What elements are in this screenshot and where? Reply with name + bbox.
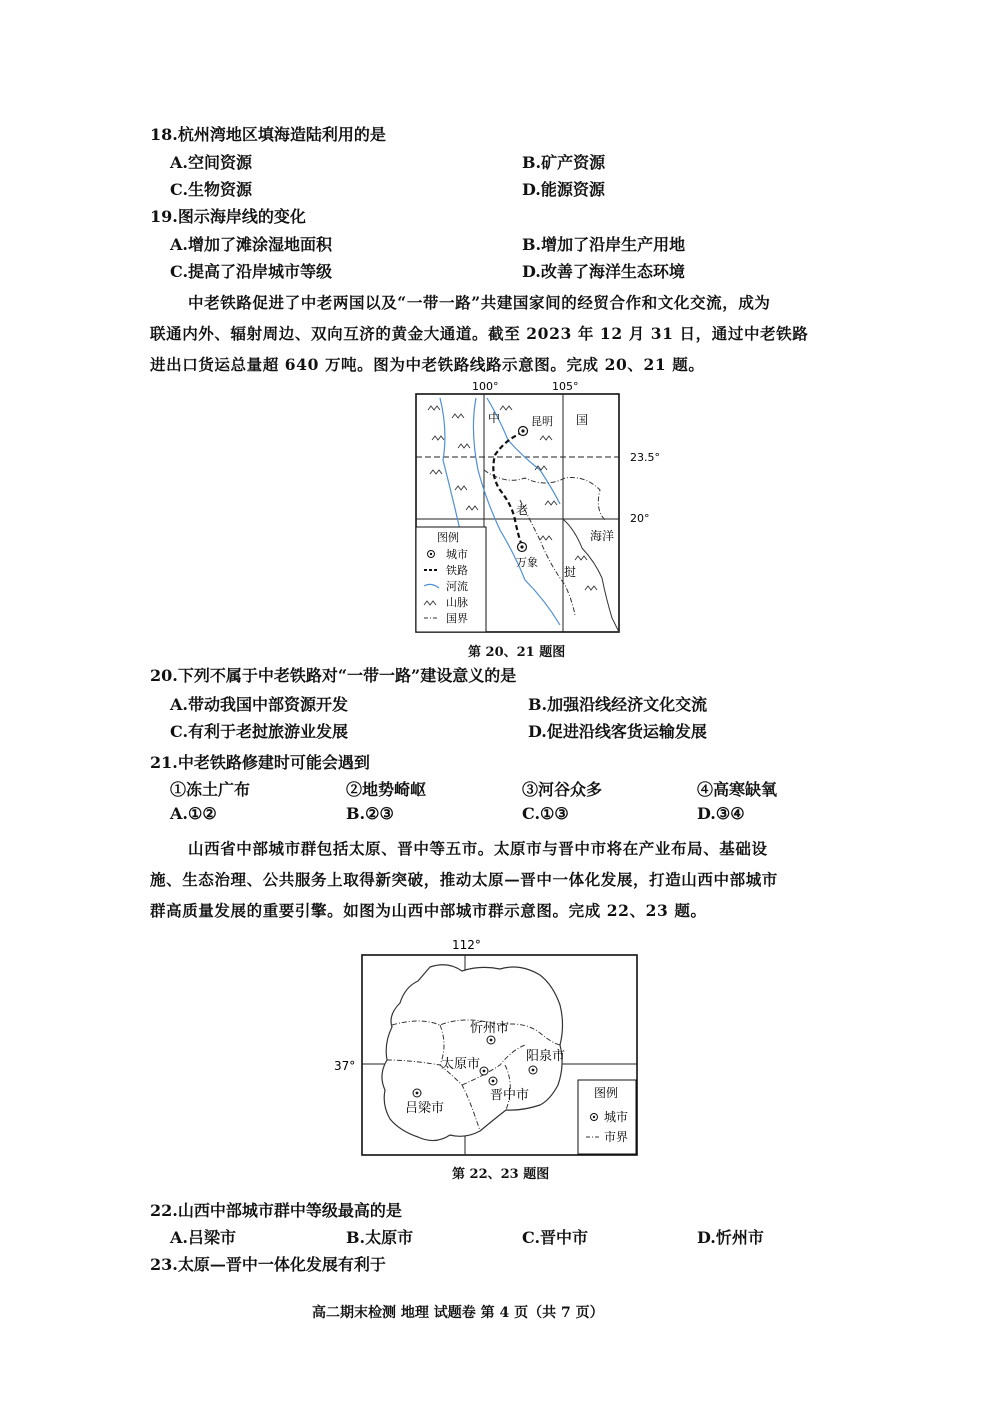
legend-title: 图例 bbox=[437, 531, 459, 544]
map-1-caption: 第 20、21 题图 bbox=[468, 645, 566, 660]
passage-1-line-1: 中老铁路促进了中老两国以及“一带一路”共建国家间的经贸合作和文化交流，成为 bbox=[188, 293, 771, 312]
question-19-stem: 19.图示海岸线的变化 bbox=[150, 207, 306, 226]
city-lvliang-marker bbox=[413, 1089, 421, 1097]
q22-option-c: C.晋中市 bbox=[522, 1228, 589, 1247]
q21-option-c: C.①③ bbox=[522, 804, 569, 823]
q19-option-b: B.增加了沿岸生产用地 bbox=[522, 235, 686, 254]
passage-2-line-3: 群高质量发展的重要引擎。如图为山西中部城市群示意图。完成 22、23 题。 bbox=[150, 901, 707, 920]
lon-105-label: 105° bbox=[552, 380, 579, 393]
label-lvliang: 吕梁市 bbox=[405, 1101, 445, 1116]
question-21-stem: 21.中老铁路修建时可能会遇到 bbox=[150, 753, 370, 772]
label-jinzhong: 晋中市 bbox=[490, 1088, 530, 1103]
q21-option-b: B.②③ bbox=[346, 804, 394, 823]
label-lao: 老 bbox=[516, 503, 529, 517]
label-vientiane: 万象 bbox=[516, 556, 538, 569]
city-vientiane-marker bbox=[518, 543, 527, 552]
q19-option-a: A.增加了滩涂湿地面积 bbox=[170, 235, 332, 254]
q21-option-d: D.③④ bbox=[697, 804, 745, 823]
city-taiyuan-marker bbox=[480, 1067, 488, 1075]
q20-option-b: B.加强沿线经济文化交流 bbox=[528, 695, 708, 714]
city-yangquan-marker bbox=[529, 1066, 537, 1074]
label-guo: 国 bbox=[576, 413, 589, 427]
legend-city: 城市 bbox=[446, 548, 468, 561]
page-footer: 高二期末检测 地理 试题卷 第 4 页（共 7 页） bbox=[312, 1305, 604, 1321]
label-wo: 挝 bbox=[564, 565, 577, 579]
question-18-stem: 18.杭州湾地区填海造陆利用的是 bbox=[150, 125, 386, 144]
q18-option-c: C.生物资源 bbox=[170, 180, 253, 199]
legend-river: 河流 bbox=[446, 580, 468, 593]
lon-112-label: 112° bbox=[452, 938, 481, 952]
q21-item-2: ②地势崎岖 bbox=[346, 780, 427, 799]
q19-option-d: D.改善了海洋生态环境 bbox=[522, 262, 685, 281]
q21-item-4: ④高寒缺氧 bbox=[697, 780, 778, 799]
city-jinzhong-marker bbox=[489, 1077, 497, 1085]
question-22-stem: 22.山西中部城市群中等级最高的是 bbox=[150, 1201, 402, 1220]
china-laos-railway-map bbox=[0, 0, 992, 660]
q22-option-b: B.太原市 bbox=[346, 1228, 414, 1247]
lat-20-label: 20° bbox=[630, 512, 650, 525]
label-ocean: 海洋 bbox=[590, 529, 615, 543]
label-kunming: 昆明 bbox=[531, 415, 553, 428]
q21-item-3: ③河谷众多 bbox=[522, 780, 603, 799]
city-xinzhou-marker bbox=[487, 1036, 495, 1044]
legend-railway: 铁路 bbox=[446, 564, 468, 577]
shanxi-city-cluster-map bbox=[0, 925, 992, 1165]
passage-1-line-2: 联通内外、辐射周边、双向互济的黄金大通道。截至 2023 年 12 月 31 日，通过中老铁路 bbox=[150, 324, 809, 343]
legend-border: 国界 bbox=[446, 612, 468, 625]
lon-100-label: 100° bbox=[472, 380, 499, 393]
label-yangquan: 阳泉市 bbox=[526, 1049, 566, 1064]
q21-item-1: ①冻土广布 bbox=[170, 780, 251, 799]
label-taiyuan: 太原市 bbox=[441, 1057, 481, 1072]
q22-option-a: A.吕梁市 bbox=[170, 1228, 236, 1247]
map-2-caption: 第 22、23 题图 bbox=[452, 1167, 550, 1182]
passage-1-line-3: 进出口货运总量超 640 万吨。图为中老铁路线路示意图。完成 20、21 题。 bbox=[150, 355, 705, 374]
q18-option-a: A.空间资源 bbox=[170, 153, 252, 172]
q20-option-d: D.促进沿线客货运输发展 bbox=[528, 722, 707, 741]
city-kunming-marker bbox=[519, 427, 528, 436]
legend-2-boundary: 市界 bbox=[604, 1130, 629, 1144]
question-23-stem: 23.太原—晋中一体化发展有利于 bbox=[150, 1255, 386, 1274]
label-zhong: 中 bbox=[488, 411, 501, 425]
q20-option-a: A.带动我国中部资源开发 bbox=[170, 695, 348, 714]
q18-option-d: D.能源资源 bbox=[522, 180, 605, 199]
legend-mountain: 山脉 bbox=[446, 596, 468, 609]
q22-option-d: D.忻州市 bbox=[697, 1228, 764, 1247]
lat-23-5-label: 23.5° bbox=[630, 451, 660, 464]
question-20-stem: 20.下列不属于中老铁路对“一带一路”建设意义的是 bbox=[150, 666, 517, 685]
q18-option-b: B.矿产资源 bbox=[522, 153, 606, 172]
lat-37-label: 37° bbox=[334, 1059, 356, 1073]
legend-2-city: 城市 bbox=[604, 1110, 629, 1124]
map-2-legend-title: 图例 bbox=[594, 1086, 619, 1100]
q19-option-c: C.提高了沿岸城市等级 bbox=[170, 262, 333, 281]
label-xinzhou: 忻州市 bbox=[470, 1021, 510, 1036]
q20-option-c: C.有利于老挝旅游业发展 bbox=[170, 722, 349, 741]
q21-option-a: A.①② bbox=[170, 804, 217, 823]
passage-2-line-1: 山西省中部城市群包括太原、晋中等五市。太原市与晋中市将在产业布局、基础设 bbox=[188, 839, 768, 858]
passage-2-line-2: 施、生态治理、公共服务上取得新突破，推动太原—晋中一体化发展，打造山西中部城市 bbox=[150, 870, 778, 889]
